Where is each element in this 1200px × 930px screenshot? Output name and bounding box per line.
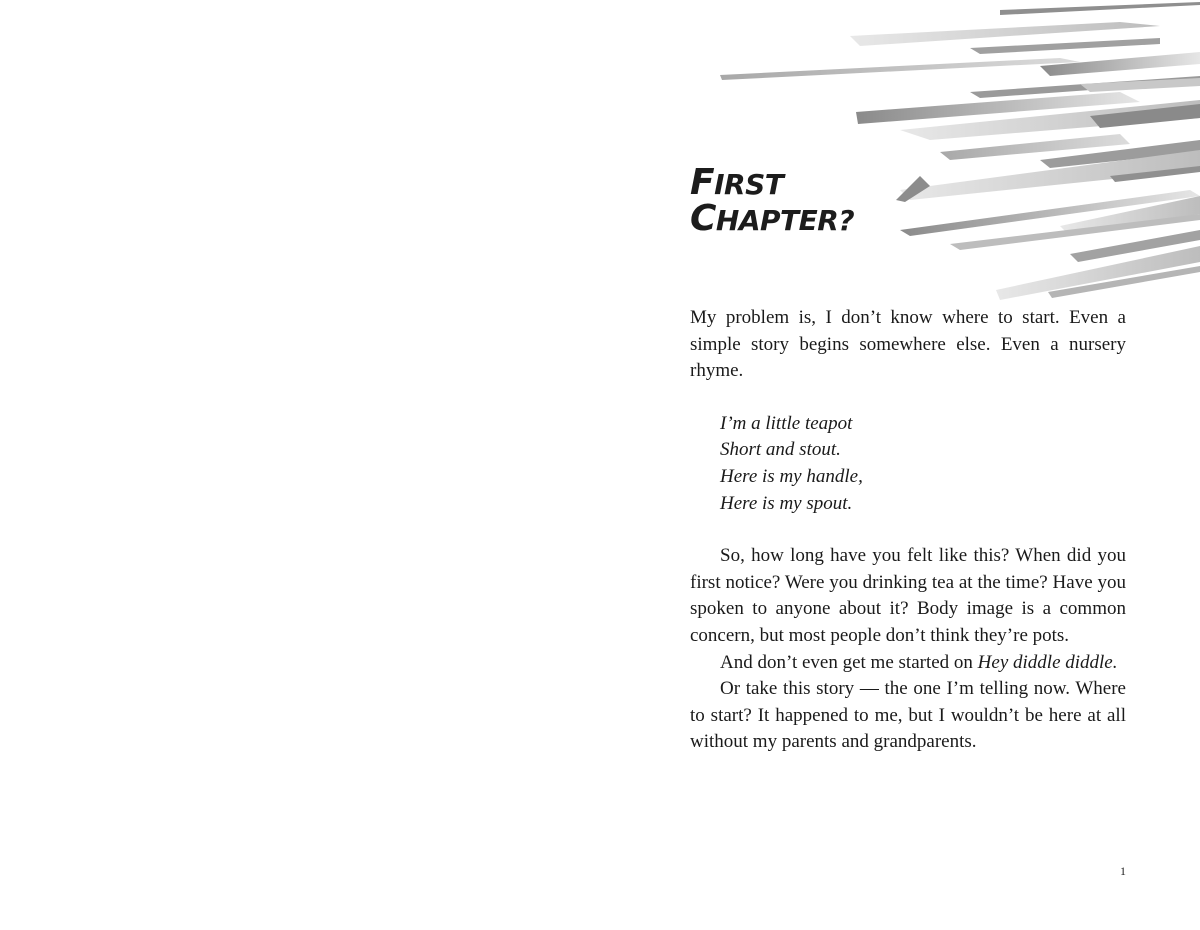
paragraph-opening: My problem is, I don’t know where to start. Even a simple story begins somewhere else. Even a nursery rhyme. <box>690 307 1126 382</box>
chapter-title-line1 <box>690 162 854 203</box>
verse-line: Here is my handle, <box>720 465 863 487</box>
nursery-rhyme-verse <box>720 411 1126 517</box>
chapter-title-initial-1: F <box>690 162 715 203</box>
chapter-body <box>690 305 1126 756</box>
verse-line: Here is my spout. <box>720 492 853 514</box>
chapter-title-line2 <box>690 198 855 239</box>
right-page <box>600 0 1200 930</box>
verse-line: I’m a little teapot <box>720 412 853 434</box>
chapter-title-rest-1: IRST <box>714 168 784 201</box>
page-number: 1 <box>1120 864 1126 878</box>
chapter-title <box>690 162 855 239</box>
paragraph-questions: So, how long have you felt like this? When did you first notice? Were you drinking tea at the time? Have you spoken to anyone about it? Body image is a common concern, but most people don’t think they’re pots. <box>690 545 1126 646</box>
verse-line: Short and stout. <box>720 439 841 461</box>
speed-streaks-decoration <box>600 0 1200 310</box>
chapter-title-rest-2: HAPTER? <box>715 204 855 237</box>
chapter-title-initial-2: C <box>690 198 716 239</box>
rhyme-title-italic: Hey diddle diddle. <box>977 651 1118 673</box>
paragraph-where-to-start: Or take this story — the one I’m telling now. Where to start? It happened to me, but I wouldn’t be here at all without my parents and grandparents. <box>690 678 1126 753</box>
paragraph-hey-diddle-text: And don’t even get me started on <box>720 651 978 673</box>
paragraph-hey-diddle <box>690 650 1126 677</box>
